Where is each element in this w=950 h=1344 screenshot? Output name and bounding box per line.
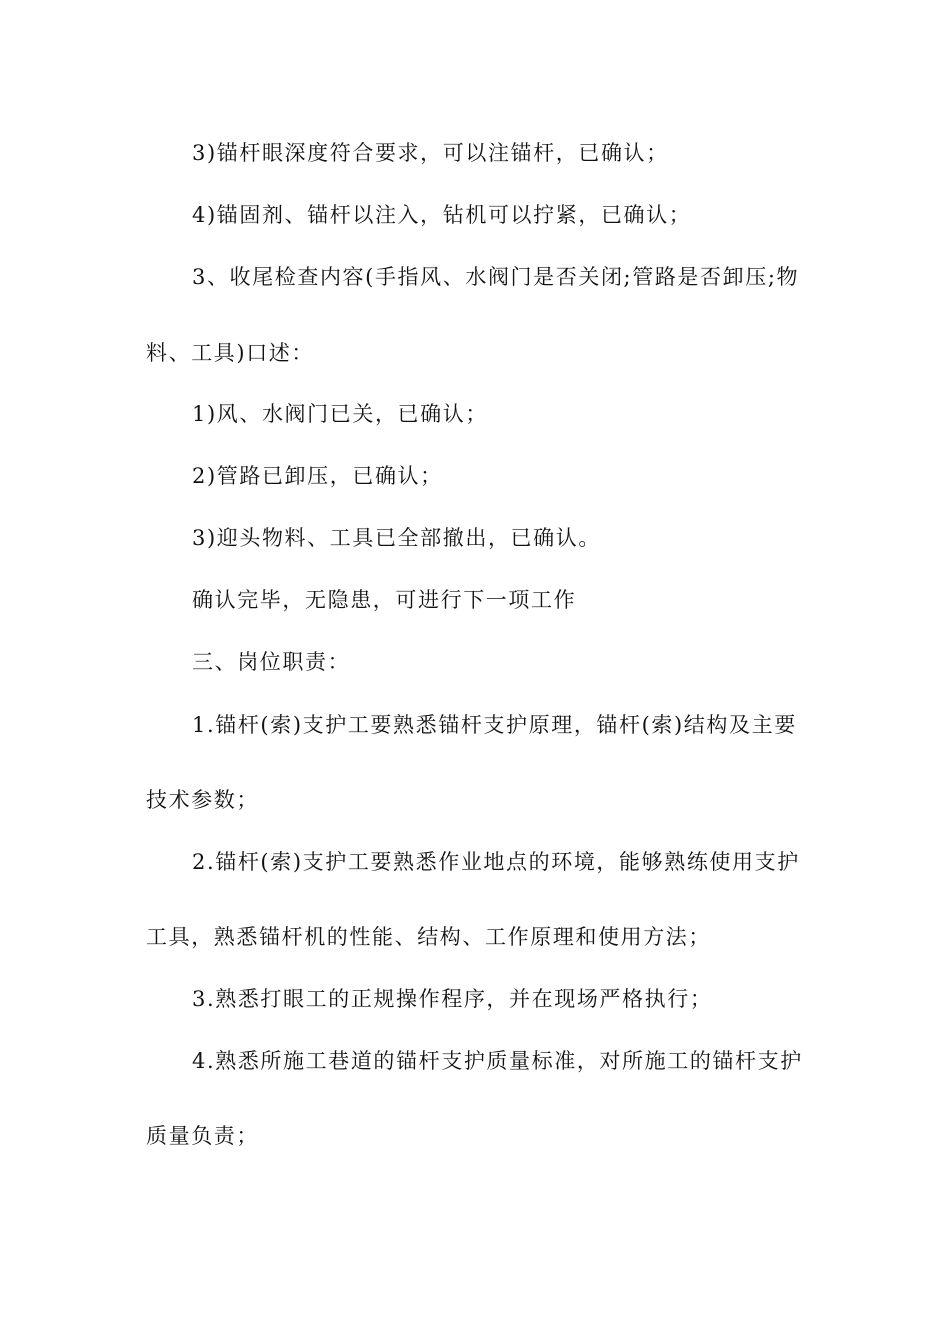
- text-line: 3、收尾检查内容(手指风、水阀门是否关闭;管路是否卸压;物: [192, 265, 800, 289]
- text-line: 2.锚杆(索)支护工要熟悉作业地点的环境，能够熟练使用支护: [192, 850, 800, 874]
- text-line: 1.锚杆(索)支护工要熟悉锚杆支护原理，锚杆(索)结构及主要: [192, 713, 797, 737]
- text-line: 1)风、水阀门已关，已确认；: [192, 402, 488, 426]
- section-heading: 三、岗位职责：: [192, 650, 351, 674]
- text-line: 质量负责；: [146, 1124, 259, 1148]
- text-line: 3)锚杆眼深度符合要求，可以注锚杆，已确认；: [192, 141, 669, 165]
- text-line: 3)迎头物料、工具已全部撤出，已确认。: [192, 526, 601, 550]
- text-line: 料、工具)口述：: [146, 341, 314, 365]
- text-line: 3.熟悉打眼工的正规操作程序，并在现场严格执行；: [192, 987, 713, 1011]
- text-line: 技术参数；: [146, 788, 259, 812]
- text-line: 确认完毕，无隐患，可进行下一项工作: [192, 588, 577, 612]
- text-line: 4)锚固剂、锚杆以注入，钻机可以拧紧，已确认；: [192, 203, 692, 227]
- text-line: 4.熟悉所施工巷道的锚杆支护质量标准，对所施工的锚杆支护: [192, 1049, 803, 1073]
- text-line: 工具，熟悉锚杆机的性能、结构、工作原理和使用方法；: [146, 925, 711, 949]
- text-line: 2)管路已卸压，已确认；: [192, 464, 443, 488]
